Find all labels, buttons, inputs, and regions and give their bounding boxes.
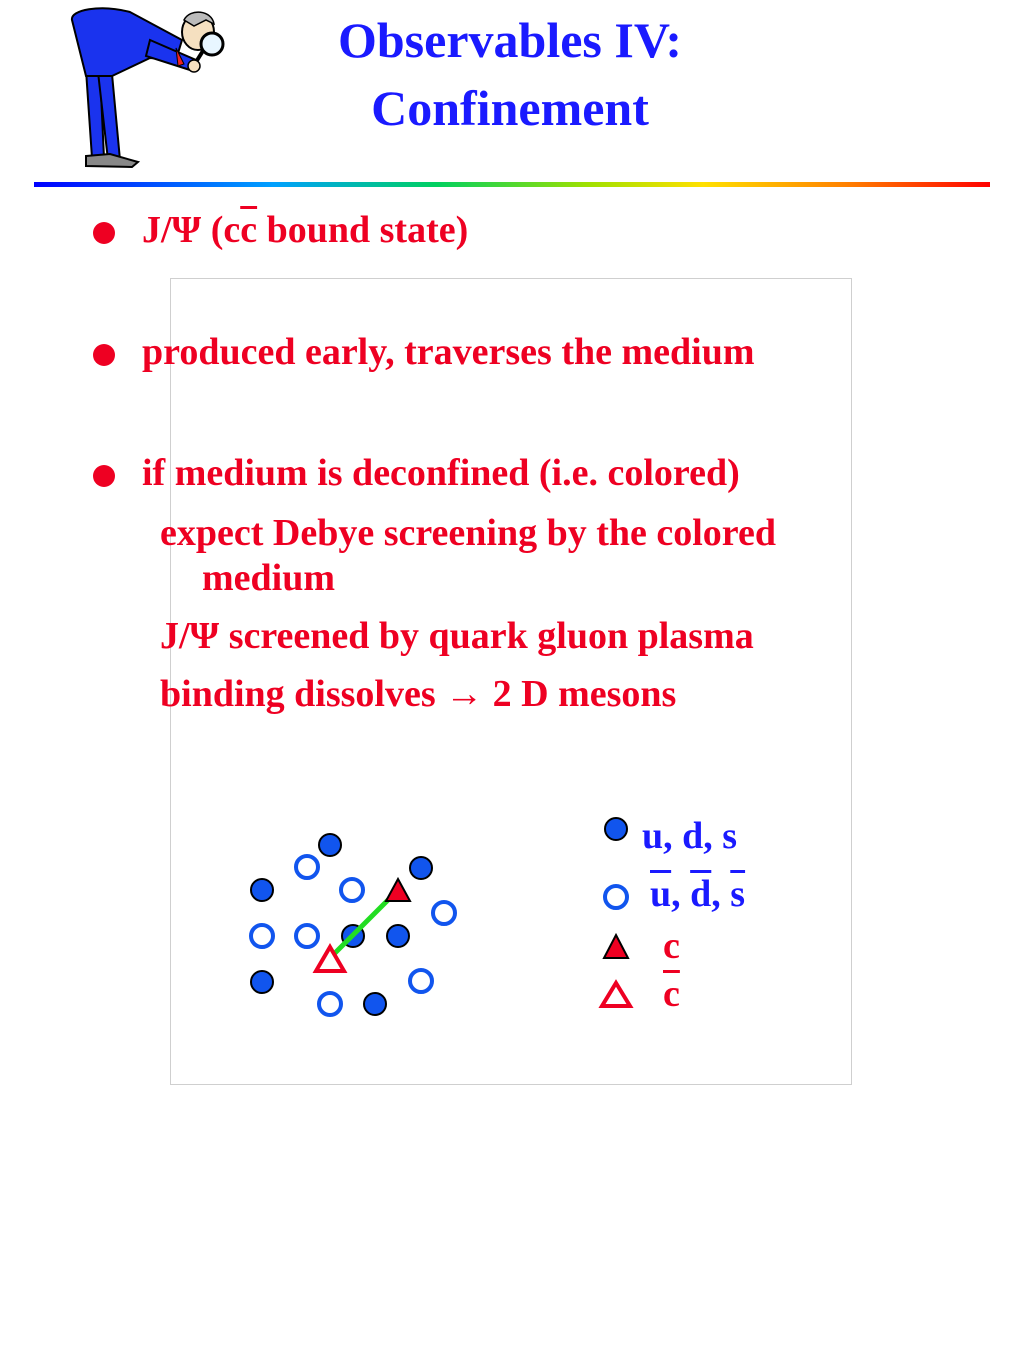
page-title — [230, 6, 790, 142]
legend-anticharm-label: $\overline{c}$ — [663, 973, 680, 1015]
title-line-1: Observables IV: — [337, 12, 683, 68]
title-line-2: Confinement — [371, 80, 649, 136]
bullet-jpsi — [142, 208, 468, 252]
subline-screened: J/Ψ screened by quark gluon plasma — [160, 615, 754, 657]
detective-with-magnifier-icon — [0, 0, 240, 175]
bullet-dot — [93, 465, 115, 487]
bullet-jpsi-part-c: bound state) — [257, 209, 469, 251]
bullet-deconfined: if medium is deconfined (i.e. colored) — [142, 452, 740, 494]
bullet-produced: produced early, traverses the medium — [142, 331, 755, 373]
bullet-dot — [93, 222, 115, 244]
legend-quarks-label: u, d, s — [642, 815, 738, 857]
legend-sbar: $\overline{s}$ — [730, 873, 746, 915]
rainbow-divider — [34, 182, 990, 187]
legend-dbar: $\overline{d}$ — [690, 873, 712, 915]
legend-ubar: $\overline{u}$ — [650, 873, 672, 915]
subline-debye: expect Debye screening by the colored — [160, 512, 776, 554]
legend-charm-label: c — [663, 925, 680, 967]
subline-medium: medium — [202, 557, 335, 599]
bullet-dot — [93, 344, 115, 366]
legend-antiquarks-label: $\overline{u}$, $\overline{d}$, $\overline{s}$ — [650, 873, 746, 915]
bullet-jpsi-cbar: $\overline{c}$ — [240, 209, 258, 251]
bullet-jpsi-part-a: J/Ψ (c — [142, 209, 241, 251]
subline-dissolves: binding dissolves → 2 D mesons — [160, 673, 677, 715]
